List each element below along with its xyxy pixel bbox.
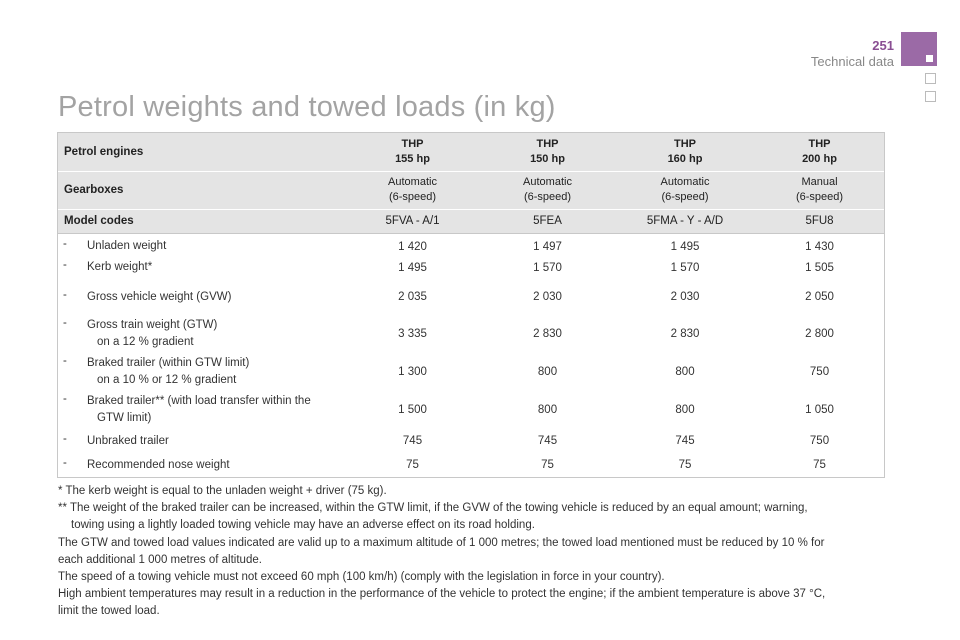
table-row xyxy=(58,353,884,391)
table-row xyxy=(58,453,884,477)
value-cell: 1 495 xyxy=(398,261,427,274)
weights-table xyxy=(57,132,885,478)
engine-cell: THP 150 hp xyxy=(480,133,615,171)
value-cell: 2 050 xyxy=(805,291,834,303)
value-cell: 75 xyxy=(541,459,554,471)
row-label: Model codes xyxy=(58,209,345,233)
value-cell: 2 800 xyxy=(805,328,834,340)
page-title: Petrol weights and towed loads (in kg) xyxy=(58,91,556,123)
engine-cell: THP 155 hp xyxy=(345,133,480,171)
table-body xyxy=(58,233,884,477)
row-label: - Kerb weight* xyxy=(63,259,153,273)
value-cell: 1 500 xyxy=(398,404,427,416)
table-row xyxy=(58,256,884,279)
temperature-note: High ambient temperatures may result in a reduction in the performance of the vehicle to protect the engine; if the ambient temperature is above 37 °C, limit the towed load. xyxy=(58,588,826,617)
table-row xyxy=(58,233,884,256)
value-cell: 1 505 xyxy=(805,261,834,274)
gearbox-cell: Automatic (6-speed) xyxy=(480,171,615,209)
value-cell: 745 xyxy=(402,435,423,447)
value-cell: 75 xyxy=(406,459,419,471)
value-cell: 745 xyxy=(675,435,695,447)
chapter-tab-active-icon[interactable] xyxy=(901,32,937,66)
value-cell: 2 035 xyxy=(398,291,427,303)
table-row xyxy=(58,391,884,429)
value-cell: 800 xyxy=(675,366,695,378)
row-label: - Braked trailer** (with load transfer within the GTW limit) xyxy=(63,393,311,424)
value-cell: 800 xyxy=(675,404,695,416)
model-code-cell: 5FVA - A/1 xyxy=(345,209,480,233)
table-row xyxy=(58,429,884,453)
row-label: Petrol engines xyxy=(58,133,345,171)
value-cell: 750 xyxy=(809,435,830,447)
value-cell: 2 830 xyxy=(670,328,700,340)
engine-cell: THP 200 hp xyxy=(755,133,884,171)
value-cell: 1 497 xyxy=(533,240,562,253)
footnote-braked-trailer: ** The weight of the braked trailer can be increased, within the GTW limit, if the GVW of the towing vehicle is reduced by an equal amount; warning, towing using a lightly loaded towing vehicle may have an adverse effect on its road holding. xyxy=(58,502,808,531)
value-cell: 800 xyxy=(537,404,558,416)
value-cell: 75 xyxy=(678,459,692,471)
value-cell: 1 570 xyxy=(670,261,700,274)
value-cell: 1 050 xyxy=(805,404,834,416)
value-cell: 2 830 xyxy=(533,328,562,340)
value-cell: 1 420 xyxy=(398,240,427,253)
value-cell: 3 335 xyxy=(398,328,427,340)
row-label: - Unbraked trailer xyxy=(63,432,169,447)
model-code-cell: 5FMA - Y - A/D xyxy=(615,209,755,233)
footnote-kerb-weight: * The kerb weight is equal to the unladen weight + driver (75 kg). xyxy=(58,485,387,497)
row-label: Gearboxes xyxy=(58,171,345,209)
chapter-tab-icon[interactable] xyxy=(925,73,936,84)
value-cell: 1 570 xyxy=(533,261,562,274)
value-cell: 750 xyxy=(809,366,830,378)
row-label: - Unladen weight xyxy=(63,238,167,253)
page-number: 251 xyxy=(872,38,894,53)
notes-block xyxy=(58,535,898,620)
value-cell: 75 xyxy=(813,459,826,471)
row-label: - Gross vehicle weight (GVW) xyxy=(63,288,232,303)
engines-row xyxy=(58,133,884,171)
model-codes-row xyxy=(58,209,884,233)
gearboxes-row xyxy=(58,171,884,209)
value-cell: 745 xyxy=(537,435,558,447)
value-cell: 800 xyxy=(537,366,558,378)
value-cell: 1 300 xyxy=(398,366,427,378)
section-label: Technical data xyxy=(810,54,894,69)
altitude-note: The GTW and towed load values indicated are valid up to a maximum altitude of 1 000 metres; the towed load mentioned must be reduced by 10 % for each additional 1 000 metres of altitude. xyxy=(58,537,825,566)
gearbox-cell: Automatic (6-speed) xyxy=(345,171,480,209)
value-cell: 1 495 xyxy=(670,240,700,253)
tab-dot-icon xyxy=(926,55,933,62)
table-row xyxy=(58,315,884,353)
row-label: - Gross train weight (GTW) on a 12 % gradient xyxy=(63,317,218,348)
gearbox-cell: Manual (6-speed) xyxy=(755,171,884,209)
speed-note: The speed of a towing vehicle must not exceed 60 mph (100 km/h) (comply with the legislation in force in your country). xyxy=(58,571,665,583)
model-code-cell: 5FU8 xyxy=(755,209,884,233)
model-code-cell: 5FEA xyxy=(480,209,615,233)
value-cell: 1 430 xyxy=(805,240,834,253)
value-cell: 2 030 xyxy=(533,291,562,303)
engine-cell: THP 160 hp xyxy=(615,133,755,171)
gearbox-cell: Automatic (6-speed) xyxy=(615,171,755,209)
row-label: - Braked trailer (within GTW limit) on a 10 % or 12 % gradient xyxy=(63,355,250,386)
chapter-tab-icon[interactable] xyxy=(925,91,936,102)
table-row xyxy=(58,279,884,315)
value-cell: 2 030 xyxy=(670,291,700,303)
row-label: - Recommended nose weight xyxy=(63,456,230,471)
